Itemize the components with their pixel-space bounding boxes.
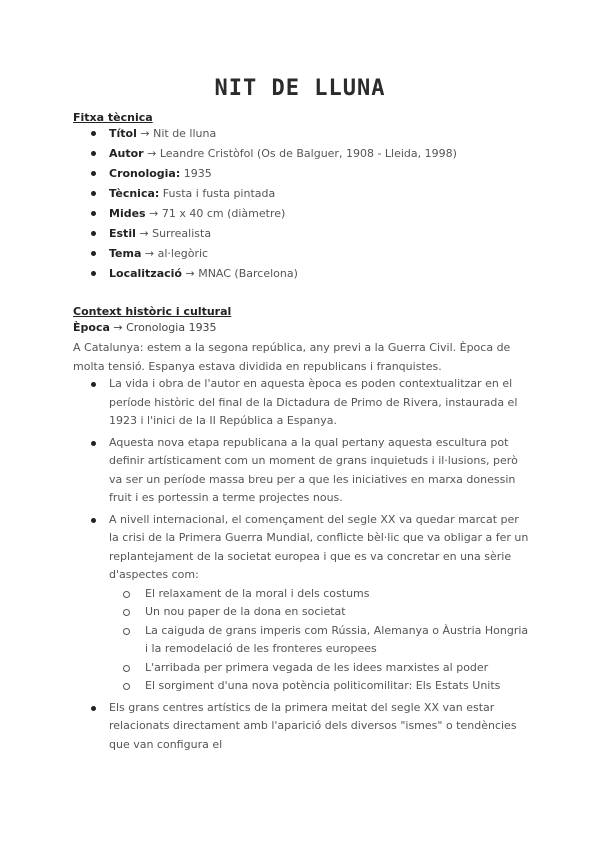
fitxa-value: MNAC (Barcelona) (198, 267, 298, 280)
fitxa-item (91, 147, 457, 167)
context-bullet (91, 511, 531, 696)
fitxa-item (91, 167, 457, 187)
fitxa-list (91, 127, 457, 287)
epoca-value: Cronologia 1935 (126, 321, 217, 334)
context-bullet-text: La vida i obra de l'autor en aquesta època es poden contextualitzar en el període històric del final de la Dictadura de Primo de Rivera, instaurada el 1923 i l'inici de la II República a Espanya. (109, 377, 518, 427)
epoca-label: Època (73, 321, 110, 334)
context-intro: A Catalunya: estem a la segona república, any previ a la Guerra Civil. Època de molta tensió. Espanya estava dividida en republicans i franquistes. (73, 341, 511, 373)
fitxa-value: Leandre Cristòfol (Os de Balguer, 1908 - Lleida, 1998) (159, 147, 457, 160)
context-bullet (91, 375, 531, 431)
fitxa-item (91, 227, 457, 247)
fitxa-value: Surrealista (152, 227, 212, 240)
context-bullet-text: A nivell internacional, el començament del segle XX va quedar marcat per la crisi de la Primera Guerra Mundial, conflicte bèl·lic que va obligar a fer un replantejament de la societat europea i que es va concretar en una sèrie d'aspectes com: (109, 512, 529, 581)
context-subbullet: L'arribada per primera vegada de les idees marxistes al poder (123, 659, 531, 678)
context-subbullet: El relaxament de la moral i dels costums (123, 585, 531, 604)
fitxa-label: Tema (109, 247, 142, 260)
fitxa-arrow: → (145, 207, 162, 220)
fitxa-item (91, 267, 457, 287)
fitxa-label: Títol (109, 127, 137, 140)
fitxa-arrow: → (136, 127, 154, 140)
context-heading: Context històric i cultural (73, 305, 232, 318)
fitxa-value: al·legòric (157, 247, 209, 260)
epoca-arrow: → (109, 321, 127, 334)
context-list (91, 375, 531, 757)
fitxa-label: Cronologia: (109, 167, 181, 180)
fitxa-arrow: → (181, 267, 199, 280)
fitxa-item (91, 127, 457, 147)
fitxa-label: Autor (109, 147, 144, 160)
epoca-line (73, 321, 217, 334)
context-bullet-text: Els grans centres artístics de la primera meitat del segle XX van estar relacionats directament amb l'aparició dels diversos "ismes" o tendències que van configura el (109, 700, 517, 751)
context-subbullet: El sorgiment d'una nova potència politicomilitar: Els Estats Units (123, 677, 531, 696)
fitxa-value: 71 x 40 cm (diàmetre) (161, 207, 286, 220)
fitxa-value: 1935 (183, 167, 212, 180)
fitxa-item (91, 207, 457, 227)
fitxa-arrow: → (143, 147, 160, 160)
page-title: NIT DE LLUNA (214, 76, 386, 101)
fitxa-arrow: → (141, 247, 158, 260)
fitxa-value: Nit de lluna (153, 127, 217, 140)
context-sublist (123, 585, 531, 696)
context-bullet (91, 434, 531, 508)
fitxa-label: Estil (109, 227, 136, 240)
fitxa-label: Localització (109, 267, 182, 280)
context-bullet-text: Aquesta nova etapa republicana a la qual pertany aquesta escultura pot definir artísticament com un moment de grans inquietuds i il·lusions, però va ser un període massa breu per a que les iniciatives en marxa donessin fruit i es portessin a terme projectes nous. (109, 435, 518, 504)
fitxa-arrow: → (135, 227, 153, 240)
fitxa-item (91, 247, 457, 267)
fitxa-value: Fusta i fusta pintada (162, 187, 276, 200)
fitxa-item (91, 187, 457, 207)
context-subbullet: La caiguda de grans imperis com Rússia, Alemanya o Àustria Hongria i la remodelació de les fronteres europees (123, 622, 531, 659)
fitxa-label: Mides (109, 207, 146, 220)
context-bullet (91, 699, 531, 755)
fitxa-label: Tècnica: (109, 187, 160, 200)
fitxa-heading: Fitxa tècnica (73, 111, 153, 124)
context-subbullet: Un nou paper de la dona en societat (123, 603, 531, 622)
